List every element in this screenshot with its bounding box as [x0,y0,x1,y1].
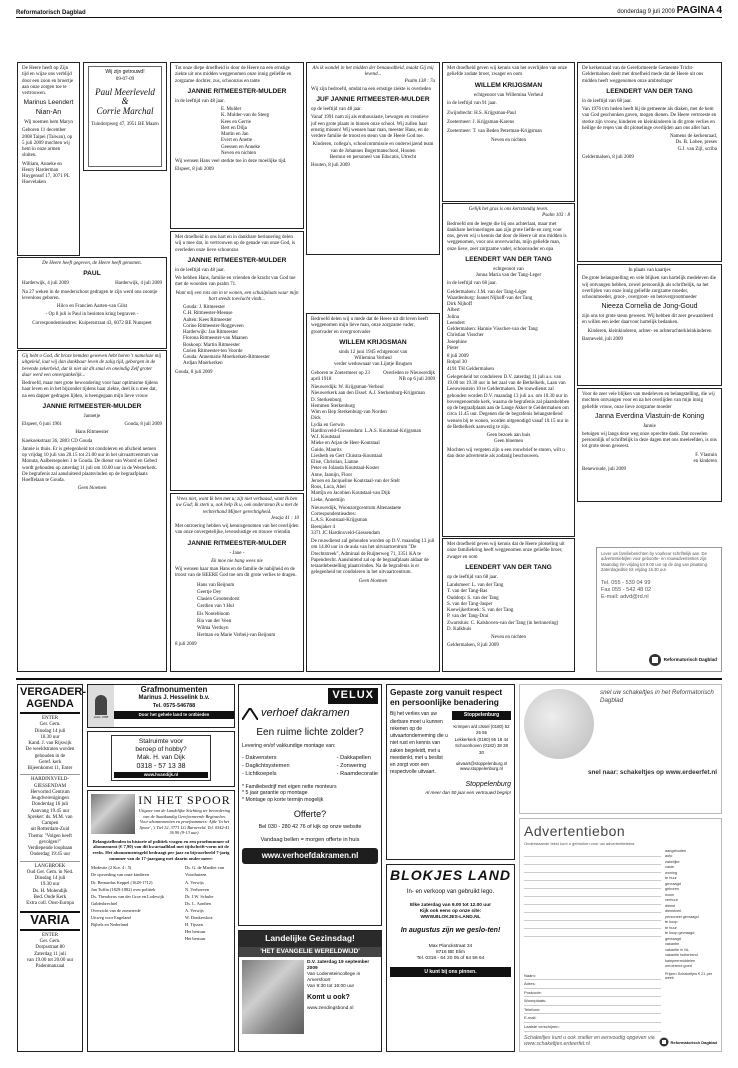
b4-name: JANNIE RITMEESTER-MULDER [187,539,287,547]
advbon-text-area[interactable] [524,849,661,939]
ad-gezinsdag [238,930,382,1052]
advbon-cat[interactable]: zakelijke [665,859,680,864]
agenda-event-3: LANGBROEK Oud Ger. Gem. in Ned. Dinsdag 14 juli 19.30 uur Ds. H. Molendijk Bed. Oude Kerk Extra coll. Oost-Europa [26,863,74,907]
e3-text-2: betuigen wij langs deze weg onze oprechte dank. Dat zoveelen persoonlijk of schriftelijk in deze dagen met ons meeleefden, is ons tot grote steun geweest. [582,431,717,450]
gezinsdag-cta: Komt u ook? [307,993,350,1001]
e1-place: Geldermalsen, 8 juli 2009 [582,154,634,160]
zorg-mail[interactable]: uitvaart@stoppelenburg.nl [455,760,508,766]
b4-sub: - Jane - [229,550,245,556]
ad-juf-jannie [306,62,440,255]
schakeltjes-url[interactable]: snel naar: schakeltjes op www.erdeerfet.nl [587,769,717,776]
advbon-cat[interactable]: vakantie buitenland [665,953,698,957]
c1-name: JUF JANNIE RITMEESTER-MULDER [316,96,430,103]
advbon-cat[interactable]: dienstverl. [665,909,683,913]
spoor-topic: Bijbels en Nederland [91,921,129,927]
jannie-name: JANNIE RITMEESTER-MULDER [42,402,142,410]
d2-ref: Psalm 103 : 8 [542,213,570,219]
spoor-topic: Dr. Bernardus Keppel (1628-1712) [91,879,153,885]
ad-paul [17,257,167,349]
blokjes-address: Max Planckstraat 34 8716 BE Elim Tel. 0318 - 64 20 05 of 64 56 64 [416,943,485,961]
blokjes-text: In- en verkoop van gebruikt lego. [406,889,495,896]
ad-jannie-inlaws [170,231,304,491]
zorg-locations: Krimpen a/d IJssel (0180) 52 25 55 Lekkerkerk (0180) 66 18 44 Schoonhoven (0182) 38 28 30 [453,723,510,755]
spoor-bold: Belangstellenden in historie of politiek vragen en een proefnummer of abonnement (€ 7,90) van dit kwartaalblad met tijdschrift-vorm uit de reeks. Het abonnementsgeld bedraagt per jaar en bijvoorbeeld 7-jarig nummer van de 17-jaargang met daarin onder meer: [92,838,230,861]
d2-name: LEENDERT VAN DER TANG [465,255,552,263]
advbon-field-address[interactable]: Adres: [524,980,661,989]
b4-family: Hans van Beijnum Geertje Dey Clasien Grootendorst Gerdien van 't Hul Els Nootebloom Ria van der Veen Wilma Verduyn Herman en Marie Verbeij-van Beijnum [197,582,276,639]
jannie-flowers: Geen bloemen [77,486,107,492]
rd-logo [648,653,717,667]
velux-headline: Een ruime lichte zolder? [256,726,364,738]
graf-firm: Marinus J. Hesselink b.v. [138,695,210,701]
advbon-cat[interactable]: te huur [665,876,677,880]
d2-quote: Gelijk het gras is ons kortstondig leven. [468,207,549,212]
jannie-body-2: Jannie is thuis. Er is gelegenheid tot condoleren en afscheid nemen op vrijdag 10 juli van 20.15 tot 21.00 uur in het uitvaartcentrum van Monuta, Aalbersepolen 1 te Gouda. De dienst van Woord en Gebed wordt gehouden op zaterdag 11 juli om 10.00 uur in de Westerkerk. De begrafenis zal aansluitend plaatsvinden op de begraafplaats Hoeffelaan te Gouda. [22,446,159,484]
advbon-footer[interactable]: Schakeltjes kunt u ook sneller en eenvoudig opgeven via www.schakeltjes.erdeerfet.nl [524,1034,655,1048]
spoor-author: A. Verwijs [185,907,204,913]
d3-family: Landsmeer: L. van der Tang T. van der Tang-Bas Ouddorp: S. van der Tang S. van der Tang-Jasper Koewijkerbroek: S. van der Tang P. van der Tang-Drai Zwartsluis: C. Kalshoven-van der Tang (in herinnering) D. Kalkhuis [447,583,559,632]
paul-place-right: Harderwijk, 4 juli 2009 [115,281,162,287]
zorg-headline: Gepaste zorg vanuit respect en persoonlijke benadering [390,687,503,707]
spoor-topic: Uitweg voor Engeland [91,914,131,920]
c2-address: Nieuwerdijk, Woonzorgcentrum Altenastaete Correspondentieadres: L.A.S. Koutstaal-Krijgsman Beenjaker 4 3371 JC Hardinxveld-Giessendam [311,505,402,536]
spoor-author: Ds. L. Aardien [185,900,211,906]
b4-quote-2: Ek moe nie bang wees nie [211,558,263,564]
wedding-address: Tuindorpweg 47, 3951 BE Maarn [91,122,159,128]
ad-birth-marinus [17,62,80,256]
e2-name: Nieeza Cornelia de Jong-Goud [601,303,698,311]
d1-end: Neven en nichten [491,138,526,144]
e1-name: LEENDERT VAN DER TANG [606,87,693,95]
advbon-cat[interactable]: vaste [665,865,675,869]
e4-mail: E-mail: advd@rd.nl [601,593,649,600]
advbon-field-city[interactable]: Woonplaats: [524,997,661,1006]
birth-dates: Geboren 11 december 2008 Taipei (Taiwan), op 5 juli 2009 mochten wij hem in onze armen sluiten. [22,128,73,159]
velux-logo: VELUX [328,688,378,704]
advbon-field-name[interactable]: Naam: [524,972,661,981]
birth-parents: William, Anneke en Henry Harderman [22,161,62,173]
stal-line-2: beroep of hobby? [135,746,187,754]
b3-name: JANNIE RITMEESTER-MULDER [187,256,287,264]
b2-place: Elspeet, 8 juli 2009 [175,167,214,173]
advbon-price: Prijzen Schakeltjes € 21 per week [665,971,713,981]
d2-flowers: Geen bezoek aan huis Geen bloemen [486,433,531,445]
graf-title: Grafmonumenten [140,685,208,694]
spoor-topic: De opvoeding van onze kinderen [91,872,150,878]
c1-quote: Als ik wandel in het midden der benauwdheid, maakt Gij mij levend... [312,66,434,78]
schakeltjes-text: snel uw schakeltjes in het Reformatorisch Dagblad [600,689,714,704]
advbon-cat[interactable]: te koop [665,920,678,924]
c1-text-2: Vanaf 1991 nam zij als enthousiaste, bewogen en creatieve juf een grote plaats in binnen onze school. Wij zullen haar ernstig missen! Wij wensen haar man, meester Hans, en de verdere familie de troost en steun van de Heere God toe. [311,115,429,140]
paul-name: PAUL [83,270,101,278]
ad-jannie-friends [170,493,304,672]
spoor-author: N. Verhoeven [185,886,210,892]
advbon-cat[interactable]: te huur [665,925,677,930]
spoor-order: Voor abonnementen en proefnummers: Afde 'In het Spoor', 't Tiel 12, 3771 LG Barneveld. Tel. 0342-41 36 90 (9-13 uur). [139,819,230,835]
e1-sign: Namens de kerkenraad, Ds. B. Lobee, preses G.J. van Zijl, scriba [669,134,717,152]
ad-thanks-vlastuin [577,388,722,502]
gezinsdag-motto: 'HET EVANGELIE WERELDWIJD' [239,947,381,957]
c1-place: Houten, 8 juli 2009 [311,163,350,169]
ad-jannie-husband [17,350,167,672]
gezinsdag-photo [242,960,304,1034]
zorg-body: Bij het verlies van uw dierbare moet u kunnen rekenen op de uitvaartonderneming die u niet rust en kennis van zaken begeleidt, met u meedenkt, met u beslist en zorgt voor een respectvolle uitvaart. [390,711,448,776]
bottom-divider [16,678,722,680]
advbon-cat[interactable]: dienst [665,903,676,908]
advbon-cat[interactable]: personeel gevraagd [665,914,699,919]
b2-note: Wij wensen Hans veel sterkte toe in deze moeilijke tijd. [175,159,287,165]
ad-info-familieberichten [596,547,722,672]
velux-web[interactable]: www.verhoefdakramen.nl [242,848,378,864]
paul-place-left: Harderwijk, 4 juli 2009 [22,281,69,287]
e1-age: in de leeftijd van 68 jaar. [582,98,632,104]
c2-name: WILLEM KRIJGSMAN [339,338,407,346]
stal-name: Mak. H. van Dijk [137,754,185,762]
e3-place: Benewoude, juli 2009 [582,467,627,472]
c2-text: Bedroefd delen wij u mede dat de Heere uit dit leven heeft weggenomen mijn lieve man, onze zorgzame vader, grootvader en overgrootvader [311,317,429,335]
agenda-event-2: HARDINXVELD-GIESSENDAM Hervormd Centrum Jeugdverenigingen Donderdag 16 juli Aanvang 19.45 uur Spreker: ds. M.M. van Campen uit Rotterdam-Zuid Thema: "Volgen heeft gevolgen!" Verdiepende loopbaan Onderdag 19:45 uur [27,777,73,858]
velux-item: Daglichtsystemen [245,762,290,769]
paul-address: Correspondentieadres: Kuipersstraat 43, 6072 BE Nunspeet [32,320,152,326]
zorg-logo: Stoppelenburg [452,711,511,719]
d2-text: Bedroefd om de leegte die bij ons achterlaat, maar met dankbare herinneringen aan zijn grote liefde en zorg voor ons, geven wij u kennis dat door de Heere uit ons midden is weggenomen, voor ons onverwachts, mijn geliefde man, onze lieve, zeer zorgzame vader, schoonvader en opa [447,221,567,252]
d3-age: op de leeftijd van 68 jaar. [447,574,498,580]
advbon-field-last[interactable]: Laatste verschijnen: [524,1023,661,1032]
advbon-field-email[interactable]: E-mail: [524,1014,661,1023]
zorg-web[interactable]: www.stoppelenburg.nl [460,766,503,772]
advbon-cat[interactable]: geboren [665,887,679,891]
advbon-cat[interactable]: verhuur [665,898,678,902]
d3-text: Met droefheid geven wij kennis dat de Heere plotseling uit onze familiekring heeft weggenomen onze geliefde broer, zwager en oom [447,542,565,560]
jannie-sub: Jannetje [83,413,101,419]
c2-sub: sinds 12 juni 1945 echtgenoot van Willemina Verheul verder weduwnaar van Lijntje Brugsen [333,349,413,368]
b4-text-2: Wij wensen haar man Hans en de familie de nabijheid en de troost van de HEERE God toe om dit grote verlies te dragen. [175,567,297,579]
ad-thanks-dejong [577,264,722,386]
page-date [617,5,722,18]
stal-tel: 0318 - 57 13 38 [136,762,186,770]
e2-place: Barneveld, juli 2009 [582,336,623,342]
ad-stoppelenburg [386,684,515,860]
c2-died: Overleden te Nieuwerdijk NB op 6 juli 2009 [383,370,435,382]
velux-item: Zonwering [340,762,367,769]
page-header [16,4,722,18]
advbon-cat[interactable]: vakantie [665,942,680,946]
gezinsdag-web[interactable]: www.zendingsbond.nl [307,1006,354,1012]
date-label: donderdag 9 juli 2009 [617,8,675,15]
b2-name: JANNIE RITMEESTER-MULDER [187,87,287,95]
e2-sign: Kinderen, kleinkinderen, achter- en achterachterkleinkinderen [587,328,712,334]
ad-kerkenraad [577,62,722,262]
spoor-logo: IN HET SPOOR [138,793,231,807]
spoor-author: Het bestuur [185,935,206,941]
ad-leendert-siblings [442,538,575,672]
velux-list-right: - Dakkapellen - Zonwering - Raamdecoratie [336,754,378,778]
advbon-cat[interactable]: woning [665,870,678,875]
e1-text: De kerkenraad van de Gereformeerde Gemeente Tricht-Geldermalsen deelt met droefheid mede dat de Heere uit ons midden heeft weggenomen onze ambtsdrager [582,66,704,84]
blokjes-cta: In augustus zijn we geslo-ten! [400,926,501,934]
e3-name: Janna Everdina Vlastuin-de Koning [594,412,705,420]
ad-leendert-family [442,203,575,537]
paul-note: - Op 8 juli is Paul in besloten kring begraven - [45,312,139,318]
b3-intro: Met droefheid in ons hart en in dankbare herinnering delen wij u mee dat, in vertrouwen op de genade van onze God, is overleden onze lieve schoonzus [175,235,295,253]
advbon-logo [659,1037,717,1047]
jannie-poem: Gij hebt o God, dit broze hemden geweven hebt horen 't nameloze mij uitgeleid, laat wij dan dankbaar leven de zalig tijd, geborgen in de bevende zekerheid, dat ik niet uit dit smal en oneindig Zelf groter daar werd een onvergankelijk... [22,354,162,378]
roof-icon [242,708,258,720]
e1-text-2: Van 1976 t/m heden heeft hij de gemeente als diaken, met de hem van God geschonken gaven, mogen dienen. De Heere vertroeste en sterke zijn vrouw, kinderen en kleinkinderen in dit grote verlies en heilige de reqen van dit plotselinge overlijden aan ons aller hart. [582,107,717,131]
monument-icon [92,693,110,715]
paper-name: Reformatorisch Dagblad [16,9,86,16]
velux-item: Lichtkoepels [245,771,277,778]
b3-place: Gouda, 8 juli 2009 [175,369,213,375]
d3-end: Neven en nichten [491,635,526,641]
d1-family: Zwijndrecht: H.S. Krijgsman-Paul Zoetermeer: J. Krijgsman-Karens Zoetermeer: T. van Beden Peterman-Krijgsman [447,111,542,135]
spoor-topic: Overzicht van de zomerrede [91,907,141,913]
page-label: PAGINA [676,4,715,16]
advbon-cat[interactable]: gevraagd [665,936,681,941]
velux-perks: * Familiebedrijf met eigen nette monteurs * 5 jaar garantie op montage * Montage op korte termijn mogelijk [242,783,337,803]
graf-slogan: Door het gehele land te ontbieden [114,711,234,719]
jannie-body: Bedroefd, maar met grote bewondering voor haar optimisme tijdens haar leven en in het bijzonder tijdens haar ziekte, deel ik u mee dat, na een dapper gedragen lijden, is heengegaan mijn lieve vrouw [22,381,158,399]
d1-age: in de leeftijd van 91 jaar. [447,100,497,106]
b2-intro: Tot onze diepe droefheid is door de Heere na een ernstige ziekte uit ons midden weggenomen onze innig geliefde en zorgzame dochter, zus, schoonzus en tante [175,66,292,84]
paul-parents: Hilco en Francien Aarten-van Gilst [56,304,128,310]
ad-willem-siblings [442,62,575,202]
e4-text: Lever uw familieberichten by voorkeur schriftelijk aan. De advertentiebijlen voor geboorte- en rouwadvertenties zijn: Maandag t/m vrijdag tot 9.00 uur op de dag van plaatsing. Zaterdageditie tot vrijdag 16.30 uur. [601,551,709,572]
b3-quote: Want mij een rots om in te wonen, een schuilplaats waar mijn hart steeds toevlucht vindt... [175,290,299,302]
d2-sub: echtgenoot van Jonna Maria van der Tang-Leger [475,266,542,279]
d3-place: Geldermalsen, 8 juli 2009 [447,643,499,649]
spoor-topic: Jan Tuffin (1829-1882) over politiek [91,886,156,892]
birth-callname: Wij noemen hem Maryn [24,120,73,125]
advbon-cat[interactable]: vakantie in NL [665,947,690,952]
spoor-author: Ds. G. de Mardiet van Voorthuizen [185,865,225,878]
advbon-cat[interactable]: te koop gevraagd [665,931,695,935]
birth-address: Huygensof 17, 3071 PL Hoevelaken [22,174,70,186]
c2-born: Geboren te Zoetermeer op 23 april 1918 [311,370,370,382]
d1-text: Met droefheid geven wij kennis van het overlijden van onze geliefde zodate broer, zwager en oom [447,66,568,78]
jannie-husband: Hans Ritmeester [75,430,109,436]
advbon-cat[interactable]: kampeermiddelen [665,958,696,963]
e4-tel: Tel. 055 - 539 04 99 [601,580,651,586]
advbon-field-postcode[interactable]: Postcode: [524,989,661,998]
d1-sub: echtgenoot van Willemina Verheul [473,92,544,98]
blokjes-logo: BLOKJES LAND [390,867,511,883]
d2-text-2: Gelegenheid tot condoleren D.V. zaterdag 11 juli a.s. van 19.00 tot 19.30 uur in het zaal van de Bethelkerk, Laan van Leeuwenstein 10 te Geldermalsen. De rouwdienst zal gehouden worden D.V. maandag 13 juli a.s. om 10.30 uur in bovengenoemde kerk, waarna de begrafenis zal plaatshebben op de begraafplaats aan de Lange Akker te Geldermalsen om circa 11.45 uur. Degenen die de begrafenis belangstellend wensen bij te wonen, worden uitgenodigd vanaf 10.15 uur in de Bethelkerk aanwezig te zijn. [447,374,570,430]
spoor-author: Het bestuur [185,928,206,934]
b3-age: in de leeftijd van 48 jaar. [175,267,225,273]
gezinsdag-date: D.V. zaterdag 19 september 2009 [307,959,370,971]
rd-logo-text: Reformatorisch Dagblad [663,657,717,663]
advbon-field-phone[interactable]: Telefoon: [524,1006,661,1015]
ad-blokjes-land [386,864,515,1052]
wedding-date: 09-07-09 [115,77,135,83]
jannie-died: Gouda, 8 juli 2009 [124,422,162,428]
wedding-title: Wij zijn getrouwd! [105,69,145,75]
velux-sub: Levering en/of vakkundige montage van: [242,743,336,749]
agenda-title: VERGADER-AGENDA [20,687,80,714]
varia-event: ENTER Ger. Gem. Dorpsstraat 80 Zaterdag 11 juli van 19.00 tot 20.00 uur Padenmanzaal [26,932,74,970]
stal-title: Stalruimte voor [138,738,184,745]
c1-ref: Psalm 138 : 7a [404,78,435,84]
spoor-cover-image [91,794,135,834]
birth-intro: De Heere heeft op Zijn tijd en wijze ons verblijd door een zoon en broertje aan onze zorgen toe te vertrouwen. [22,66,74,96]
birth-family-name: Nian-An [35,109,62,117]
advbon-cat[interactable]: aangeboden [665,848,687,853]
rd-logo-icon [659,1037,669,1047]
advbon-categories [665,849,717,970]
paul-intro: De Heere heeft gegeven, de Heere heeft genomen. [42,261,142,266]
ad-advertentiebon [519,818,722,1052]
velux-offer: Offerte? [293,809,327,820]
advbon-fields [524,972,661,1032]
e2-text: De grote belangstelling en vele blijken van hartelijk medeleven die wij ontvangen hebben, zowel persoonlijk als schriftelijk, na het overlijden van onze innig geliefde zorgzame moeder, schoonmoeder, groot-, overgroot- en betovergrootmoeder [582,276,716,300]
e3-sign: F. Vlastuin en kinderen [693,452,717,464]
ad-in-het-spoor [87,790,235,1052]
velux-list-left: - Dakvensters - Daglichtsystemen - Lichtkoepels [242,754,290,778]
spoor-author: A. Verwijs [185,879,204,885]
velux-tel: Bel 030 - 280 42 76 of kijk op onze website [258,824,362,831]
advbon-logo-text: Reformatorisch Dagblad [670,1039,717,1045]
advbon-intro: Onderstaande tekst kunt u gebruiken voor uw advertentietekst. [524,840,636,846]
spoor-topics-left [91,864,181,942]
gezinsdag-title: Landelijke Gezinsdag! [239,931,381,947]
graf-year: sinds 1888 [93,714,109,719]
advbon-cat[interactable]: auto [665,854,673,858]
b4-text: Met ontroering hebben wij kennisgenomen van het overlijden van onze onvergetelijke, levenslustige en trouwe vriendin [175,524,299,536]
velux-item: Dakvensters [245,754,277,761]
ad-velux [238,684,382,926]
c1-text: Wij zijn bedroefd, omdat na een ernstige ziekte is overleden [311,86,432,92]
graf-logo [88,685,114,727]
wedding-name-1: Paul Meerleveld [95,86,155,97]
b4-place: 8 juli 2009 [175,641,197,647]
agenda-event-1: ENTER Ger. Gem. Dinsdag 14 juli 18.30 uur Kand. J. van Rijswijk De weeldstraten worden gehouden in de Geref. kerk Bijeenkomst 11, Enter [25,716,75,772]
ad-stalruimte [87,731,235,787]
gezinsdag-place: Van Lodensteincollege in Amersfoort Van 9:30 tot 16:00 uur [307,971,361,989]
rd-logo-icon [648,653,662,667]
blokjes-open: Elke zaterdag van 9.00 tot 12.00 uur Kijk ook eens op onze site: WWW.BLOKJES-LAND.NL [409,902,492,920]
schakeltjes-image [524,689,594,759]
advbon-cat[interactable]: woon [665,892,675,897]
ad-wedding [83,62,167,171]
ad-willem-family [306,313,440,672]
d1-name: WILLEM KRIJGSMAN [474,81,543,89]
b4-ref: Jesaja 41 : 10 [270,515,299,521]
wedding-amp: & [121,96,129,107]
spoor-author: H. Tijssen [185,921,203,927]
b2-family: E. Mulder K. Mulder-van de Steeg Kees en Gerrie Bert en Dilja Martin en Jan Evert en Anette Geessen en Anneke Neven en nichten [221,107,269,156]
b2-age: in de leeftijd van 48 jaar. [175,98,225,104]
page-number: 4 [716,4,722,16]
c1-sign: Kinderen, collega's, schoolcommissie en onderwijzend team van de Johannes Bogermanschool, Houten Bestuur en personeel van Educatis, Utrecht [312,142,434,160]
spoor-topic: Ds. Theodorus van der Groe en Lodewijk Galdesbrechtel [91,893,164,906]
b4-quote: Vrees niet, want Ik ben met u; zijt niet verbaasd, want Ik ben uw God; Ik sterk u, ook help Ik u, ook ondersteun Ik u met de rechterhand Mijner gerechtigheid. [175,497,299,515]
birth-name: Marinus Leendert [23,99,74,107]
spoor-author: Dr. J.W. Schulte [185,893,214,899]
wedding-name-2: Corrie Marchal [96,106,154,117]
spoor-text: Uitgave van de Landelijke Stichting ter bevordering van de Staatkundig Gereformeerde Beginselen. [138,808,231,819]
b3-family: Gouda: J. Ritmeester C.H. Ritmeester-Meeuse Aalten: Kees Ritmeester Corine Ritmeester-Roggeveen Harderwijk: Jan Ritmeester Florona Ritmeester-van Maanen Boskoop: Martin Ritmeester Carien Ritmeester-ten Voorde Gouda: Annemarie Moerkerken-Ritmeester Ardjan Moerkerken [183,305,270,367]
advbon-title: Advertentiebon [524,823,626,839]
agenda-block [17,684,87,1052]
zorg-tagline: Al meer dan 50 jaar een vertrouwd begrip! [425,790,511,796]
velux-sat: Vandaag bellen = morgen offerte in huis [260,837,360,844]
blokjes-pin: U kunt bij ons pinnen. [390,967,511,977]
c1-age: op de leeftijd van 48 jaar. [311,107,362,113]
d2-address: 8 juli 2009 Bolpol 30 4191 TH Geldermalsen [447,354,494,372]
jannie-address: Koekoekstraat 36, 2803 CD Gouda [22,438,93,444]
velux-item: Dakkapellen [340,754,371,761]
graf-tel: Tel. 0575-546788 [152,702,196,709]
spoor-topics-right [185,864,231,942]
e2-head: In plaats van kaartjes [628,268,671,273]
c2-text-2: De rouwdienst zal gehouden worden op D.V. maandag 13 juli om 14.00 uur in de aula van het uitvaartcentrum "De Drechtstreek", Admiraal de Ruijterweg 71, 3351 KA te Papendrecht. Aansluitend zal op de begraafplaats aldaar de teraardebestelling plaatsvinden. Na de begrafenis is er gelegenheid tot condoleren in het uitvaartcentrum. [311,539,435,576]
ad-grafmonumenten [87,684,235,728]
velux-item: Raamdecoratie [340,771,378,778]
c2-family: Nieuwerdijk: W. Krijgsman-Verheul Nieuwerkerk aan den IJssel: A.J. Sterkenburg-Krijgsman D. Sterkenburg Hemmen Sterkenburg Wim en Bep Sterkenburg-van Norden Dick Lydia en Gerwin Hardinxveld-Giessendam: L.A.S. Koutstaal-Krijgsman W.J. Koutstaal Mieke en Arjan de Heer-Koutstaal Guido, Maurits Liesbeth en Gert Cluistra-Koutstaal Elise, Christian, Lianne Peter en Jolanda Koutstaal-Koster Anne, Jannijn, Floor Jeroen en Jacqueline Koutstaal-van der Stelt Roos, Luca, Abel Martijn en Jacobien Koutstaal-van Dijk Lieke, Annemijn [311,385,425,503]
d2-age: in de leeftijd van 68 jaar. [447,281,497,287]
b3-text: We hebben Hans, familie en vrienden de kracht van God toe met de woorden van psalm 71. [175,276,296,288]
spoor-topic: Modestie (2 Kor. 4 : 5) [91,865,132,871]
e2-text-2: zijn ons tot grote steun geweest. Wij hebben dit zeer gewaardeerd en willen een ieder daarvoor hartelijk bedanken. [582,314,714,326]
velux-dealer: verhoef dakramen [261,706,350,719]
advbon-lines[interactable] [524,849,661,970]
spoor-author: W. Donkersloot [185,914,213,920]
stal-web[interactable]: www.hvandijk.nl [114,772,208,778]
advbon-cat[interactable]: gevraagd [665,881,681,886]
zorg-signature: Stoppelenburg [465,780,511,788]
e3-text: Voor de zeer vele blijken van medeleven en belangstelling, die wij mochten ontvangen voor en na het overlijden van mijn innig geliefde vrouw, onze lieve zorgzame moeder [582,392,715,410]
varia-title: VARIA [20,911,80,931]
c2-flowers: Geen bloemen [358,578,388,584]
d2-note: Mochten wij vergeten zijn u een rouwbrief te sturen, wilt u dan deze advertentie als zodanig beschouwen. [447,447,565,459]
ad-jannie-family [170,62,304,229]
ad-schakeltjes [519,684,722,814]
d3-name: LEENDERT VAN DER TANG [465,563,552,571]
e4-fax: Fax 055 - 542 48 02 [601,586,652,593]
d2-family: Geldermalsen: J.M. van der Tang-Léger Waardenburg: Jeanet Nijhoff-van der Tang Dirk Nijhoff Albert Jolina Leendert Geldermalsen: Hannie Visscher-van der Tang Christian Visscher Josephine Pieter [447,289,538,351]
jannie-born: Elspeet, 6 juni 1961 [22,422,62,428]
advbon-cat[interactable]: onroerend goed [665,964,692,968]
paul-body: Na 27 weken in de moederschoot gedragen te zijn werd ons zoontje levenloos geboren. [22,289,158,301]
e3-sub: Jannie [643,423,656,429]
